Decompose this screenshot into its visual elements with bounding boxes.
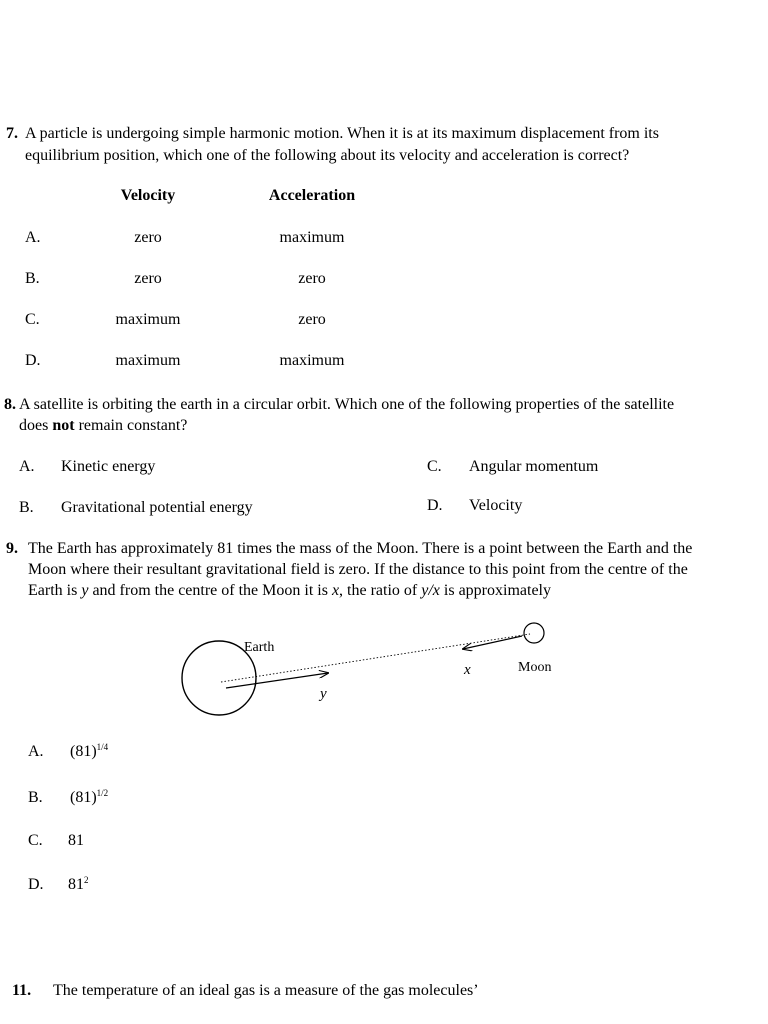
q7-option-c-acceleration: zero [298,311,326,328]
q8-option-d-text: Velocity [469,497,523,514]
q9-option-b-letter[interactable]: B. [28,789,43,806]
q9-option-c-text: 81 [68,832,84,849]
q9-ratio: y/x [421,582,440,599]
q8-option-b-letter[interactable]: B. [19,499,34,516]
q7-option-b-acceleration: zero [298,270,326,287]
moon-circle [524,623,544,643]
q8-number: 8. [4,396,16,413]
q7-option-b-velocity: zero [134,270,162,287]
earth-label: Earth [244,640,275,655]
q8-option-c-text: Angular momentum [469,458,599,475]
q7-text-line1: A particle is undergoing simple harmonic motion. When it is at its maximum displacement from its [25,125,659,142]
q7-header-acceleration: Acceleration [268,187,356,204]
q9-text-line3: Earth is y and from the centre of the Moon it is x, the ratio of y/x is approximately [28,582,551,599]
q9-option-a-text: $(81)^{1/4}$ [70,742,109,760]
moon-label: Moon [518,660,552,675]
arrow-x [463,636,522,649]
y-label: y [320,686,327,702]
q7-header-velocity: Velocity [120,187,176,204]
q7-option-d-acceleration: maximum [279,352,345,369]
q11-text: The temperature of an ideal gas is a measure of the gas molecules’ [53,982,479,999]
q8-option-a-text: Kinetic energy [61,458,156,475]
q9-text-line1: The Earth has approximately 81 times the mass of the Moon. There is a point between the Earth and the [28,540,693,557]
q7-option-a-letter[interactable]: A. [25,229,41,246]
q9-option-b-text: $(81)^{1/2}$ [70,788,109,806]
q9-option-d-letter[interactable]: D. [28,876,44,893]
q7-option-a-acceleration: maximum [279,229,345,246]
x-label: x [464,662,471,678]
q9-option-d-text: $81^2$ [68,875,89,893]
q8-emphasis-not: not [52,417,75,434]
q7-option-a-velocity: zero [134,229,162,246]
q8-option-a-letter[interactable]: A. [19,458,35,475]
q7-option-d-letter[interactable]: D. [25,352,41,369]
q8-option-d-letter[interactable]: D. [427,497,443,514]
q8-option-c-letter[interactable]: C. [427,458,442,475]
q11-number: 11. [12,982,32,999]
q8-option-b-text: Gravitational potential energy [61,499,253,516]
q7-option-c-letter[interactable]: C. [25,311,40,328]
q7-number: 7. [6,125,18,142]
q9-number: 9. [6,540,18,557]
q9-text-line2: Moon where their resultant gravitational field is zero. If the distance to this point from the centre of the [28,561,688,578]
arrow-y [226,673,328,688]
q9-option-a-letter[interactable]: A. [28,743,44,760]
q8-text-line2: does not remain constant? [19,417,188,434]
q8-text-line1: A satellite is orbiting the earth in a circular orbit. Which one of the following properties of the satellite [19,396,675,413]
q7-option-c-velocity: maximum [115,311,181,328]
q7-option-d-velocity: maximum [115,352,181,369]
q7-text-line2: equilibrium position, which one of the following about its velocity and acceleration is correct? [25,147,630,164]
q9-option-c-letter[interactable]: C. [28,832,43,849]
q7-option-b-letter[interactable]: B. [25,270,40,287]
